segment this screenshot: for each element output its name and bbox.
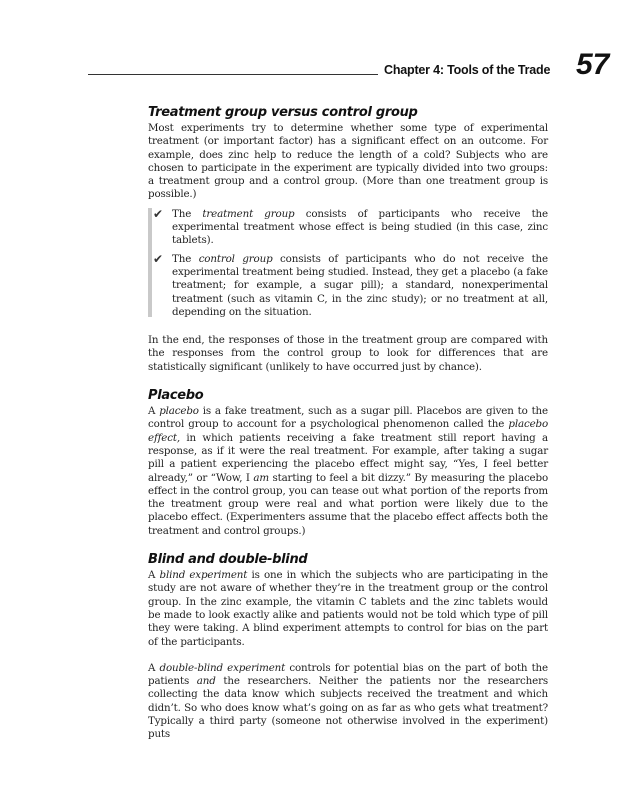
paragraph-double-blind-experiment: A double-blind experiment controls for potential bias on the part of both the patients and the researchers. Neither the patients nor the researchers collecting the data know which subjects received the treatment and which didn’t. So who does know what’s going on as far as who gets what treatment? Typically a third party (someone not otherwise involved in the experiment) puts (148, 661, 548, 741)
term-treatment-group: treatment group (202, 207, 295, 220)
paragraph-treatment-closing: In the end, the responses of those in the treatment group are compared with the responses from the control group to look for differences that are statistically significant (unlikely to have occurred just by chance). (148, 334, 548, 373)
chapter-title: Chapter 4: Tools of the Trade (384, 63, 551, 77)
check-icon: ✔ (153, 206, 164, 221)
page-content (148, 104, 548, 742)
bullet-list (148, 208, 548, 319)
check-icon: ✔ (153, 251, 164, 266)
paragraph-blind-experiment: A blind experiment is one in which the subjects who are participating in the study are not aware of whether they’re in the treatment group or the control group. In the zinc example, the vitamin C tablets and the zinc tablets would be made to look exactly alike and patients would not be told which type of pill they were taking. A blind experiment attempts to control for bias on the part of the participants. (148, 569, 548, 648)
page-number: 57 (576, 48, 610, 81)
bullet-sidebar (148, 208, 152, 317)
bullet-item-treatment-group: ✔ The treatment group consists of participants who receive the experimental treatment whose effect is being studied (in this case, zinc tablets). (153, 206, 548, 247)
heading-treatment-vs-control: Treatment group versus control group (148, 105, 418, 120)
term-control-group: control group (198, 252, 273, 265)
heading-placebo: Placebo (148, 388, 204, 404)
bullet-item-control-group: ✔ The control group consists of participants who do not receive the experimental treatment being studied. Instead, they get a placebo (a fake treatment; for example, a sugar pill); a standard, nonexperimental treatment (such as vitamin C, in the zinc study); or no treatment at all, depending on the situation. (153, 251, 548, 318)
header-rule (88, 74, 378, 75)
paragraph-treatment-intro: Most experiments try to determine whether some type of experimental treatment (or important factor) has a significant effect on an outcome. For example, does zinc help to reduce the length of a cold? Subjects who are chosen to participate in the experiment are typically divided into two groups: a treatment group and a control group. (More than one treatment group is possible.) (148, 122, 548, 201)
paragraph-placebo: A placebo is a fake treatment, such as a sugar pill. Placebos are given to the control group to account for a psychological phenomenon called the placebo effect, in which patients receiving a fake treatment still report having a response, as if it were the real treatment. For example, after taking a sugar pill a patient experiencing the placebo effect might say, “Yes, I feel better already,” or “Wow, I am starting to feel a bit dizzy.” By measuring the placebo effect in the control group, you can tease out what portion of the reports from the treatment group were real and what portion were likely due to the placebo effect. (Experimenters assume that the placebo effect affects both the treatment and control groups.) (148, 405, 548, 537)
heading-blind-double-blind: Blind and double-blind (148, 552, 308, 568)
